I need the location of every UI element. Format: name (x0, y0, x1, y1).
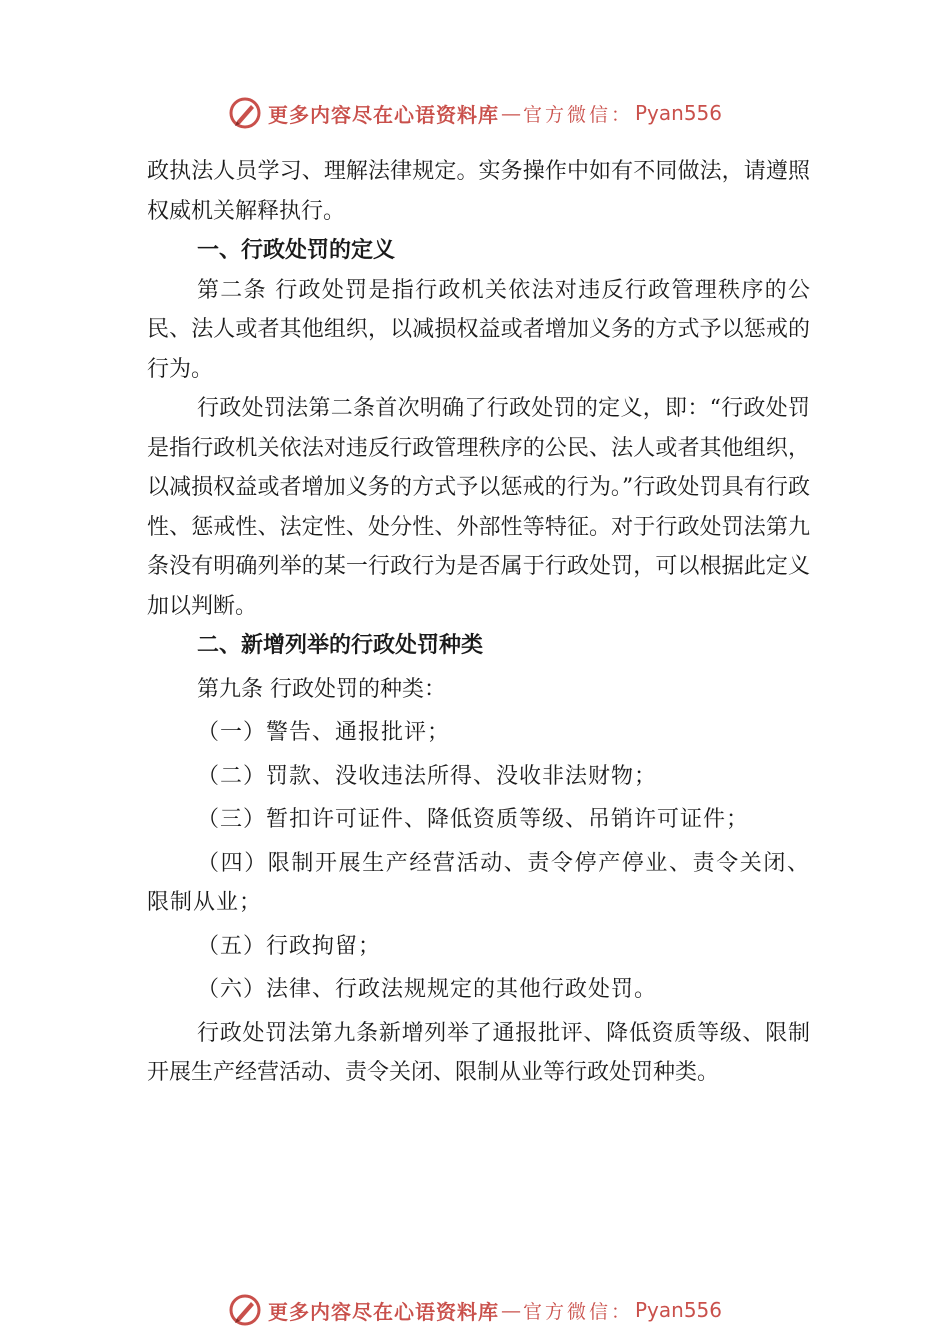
paragraph-article-2: 第二条 行政处罚是指行政机关依法对违反行政管理秩序的公民、法人或者其他组织，以减损权益或者增加义务的方式予以惩戒的行为。 (147, 277, 810, 382)
watermark-label: 官方微信： (522, 1300, 633, 1323)
header-watermark (0, 93, 950, 133)
list-item: （一）警告、通报批评； (197, 720, 451, 745)
watermark-text: 更多内容尽在心语资料库 (267, 1299, 499, 1324)
watermark-dash: — (500, 1298, 521, 1322)
list-item: （五）行政拘留； (197, 933, 382, 959)
paragraph-definition: 行政处罚法第二条首次明确了行政处罚的定义，即：“行政处罚是指行政机关依法对违反行政管理秩序的公民、法人或者其他组织，以减损权益或者增加义务的方式予以惩戒的行为。”行政处罚具有行政性、惩戒性、法定性、处分性、外部性等特征。对于行政处罚法第九条没有明确列举的某一行政行为是否属于行政处罚，可以根据此定义加以判断。 (147, 396, 810, 619)
paragraph-article-9: 第九条 行政处罚的种类： (197, 676, 446, 702)
list-item: （四）限制开展生产经营活动、责令停产停业、责令关闭、限制从业； (147, 850, 810, 915)
document-body (147, 152, 810, 1093)
watermark-text: 更多内容尽在心语资料库 (267, 102, 499, 127)
section-heading-2: 二、新增列举的行政处罚种类 (197, 633, 484, 658)
paragraph-summary: 行政处罚法第九条新增列举了通报批评、降低资质等级、限制开展生产经营活动、责令关闭、限制从业等行政处罚种类。 (147, 1020, 810, 1085)
watermark-id: Pyan556 (635, 1298, 723, 1322)
list-item: （二）罚款、没收违法所得、没收非法财物； (197, 763, 658, 789)
watermark-dash: — (500, 101, 521, 125)
list-item: （六）法律、行政法规规定的其他行政处罚。 (197, 977, 658, 1002)
footer-watermark (0, 1290, 950, 1330)
pen-logo-icon (228, 1293, 262, 1327)
pen-logo-icon (228, 96, 262, 130)
paragraph-continued: 政执法人员学习、理解法律规定。实务操作中如有不同做法，请遵照权威机关解释执行。 (147, 159, 810, 224)
list-item: （三）暂扣许可证件、降低资质等级、吊销许可证件； (197, 807, 750, 832)
watermark-label: 官方微信： (522, 103, 633, 126)
section-heading-1: 一、行政处罚的定义 (197, 238, 396, 263)
watermark-id: Pyan556 (635, 101, 723, 125)
